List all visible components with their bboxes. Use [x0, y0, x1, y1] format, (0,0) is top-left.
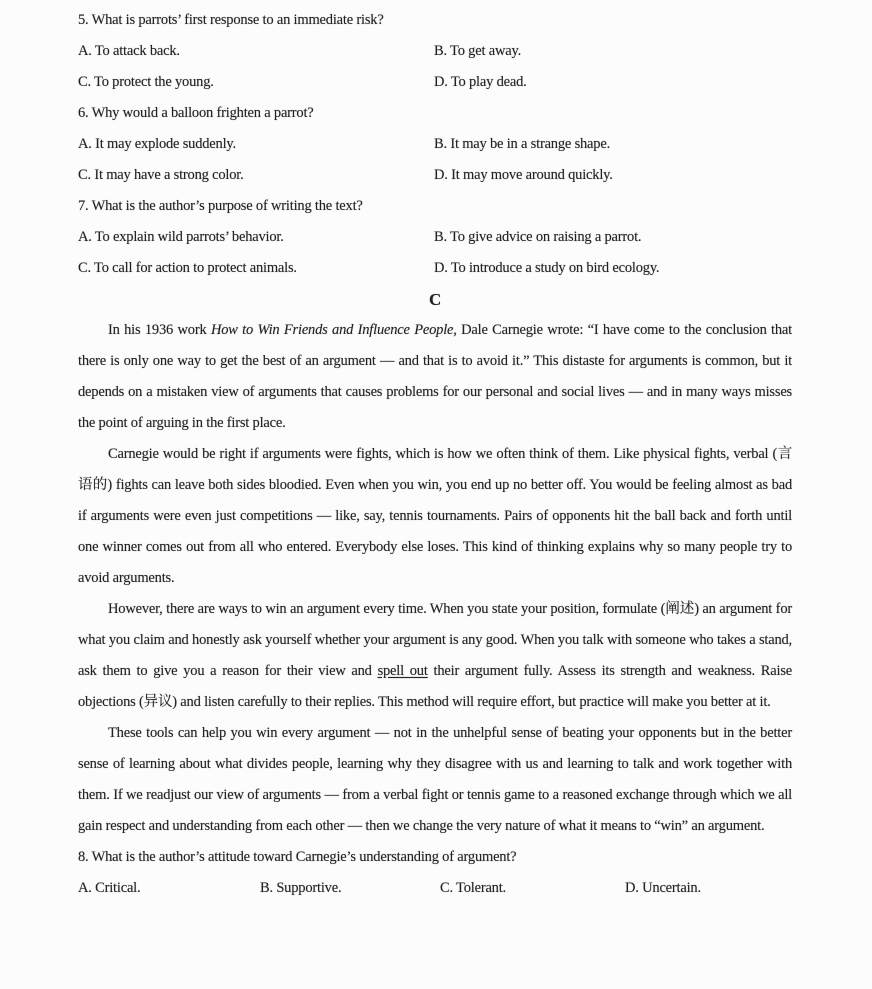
question-8-option-c: C. Tolerant.: [440, 880, 506, 896]
question-7-option-b: B. To give advice on raising a parrot.: [434, 229, 642, 245]
question-6-options-row-2: [78, 160, 792, 191]
question-block-5: [78, 5, 792, 98]
question-5-options-row-1: [78, 36, 792, 67]
passage-text-underline: spell out: [377, 663, 428, 679]
passage-paragraph: [78, 718, 792, 842]
passage-text: In his 1936 work: [108, 322, 211, 338]
question-8-option-a: A. Critical.: [78, 880, 141, 896]
question-8-option-d: D. Uncertain.: [625, 880, 701, 896]
question-7-option-a: A. To explain wild parrots’ behavior.: [78, 229, 284, 245]
passage-text: However, there are ways to win an argument every time. When you state your position, formulate (阐述) an argument for what you claim and honestly ask yourself whether your argument is any good. When you talk with someone who takes a stand, ask them to give you a reason for their view and: [78, 601, 792, 679]
passage-text: , Dale Carnegie wrote: “I have come to the conclusion that there is only one way to get the best of an argument — and that is to avoid it.” This distaste for arguments is common, but it depends on a mistaken view of arguments that causes problems for our personal and social lives — and in many ways misses the point of arguing in the first place.: [78, 322, 792, 431]
question-5-option-b: B. To get away.: [434, 43, 521, 59]
question-7-options-row-1: [78, 222, 792, 253]
passage-paragraph: [78, 439, 792, 594]
question-5-stem: 5. What is parrots’ first response to an immediate risk?: [78, 12, 384, 28]
question-6-option-d: D. It may move around quickly.: [434, 167, 613, 183]
question-7-options-row-2: [78, 253, 792, 284]
question-7-stem: 7. What is the author’s purpose of writing the text?: [78, 198, 363, 214]
question-5-option-c: C. To protect the young.: [78, 74, 214, 90]
question-block-8: [78, 842, 792, 904]
question-7-option-d: D. To introduce a study on bird ecology.: [434, 260, 660, 276]
question-6-option-c: C. It may have a strong color.: [78, 167, 244, 183]
passage-section-header: C: [428, 290, 442, 309]
passage-text: their argument fully. Assess its strength and weakness. Raise objections (异议) and listen carefully to their replies. This method will require effort, but practice will make you better at it.: [78, 663, 792, 710]
passage-text: These tools can help you win every argument — not in the unhelpful sense of beating your opponents but in the better sense of learning about what divides people, learning why they disagree with us and learning to talk and work together with them. If we readjust our view of arguments — from a verbal fight or tennis game to a reasoned exchange through which we all gain respect and understanding from each other — then we change the very nature of what it means to “win” an argument.: [78, 725, 792, 834]
question-8-option-b: B. Supportive.: [260, 880, 342, 896]
question-6-stem: 6. Why would a balloon frighten a parrot?: [78, 105, 314, 121]
passage: [78, 315, 792, 842]
question-5-option-a: A. To attack back.: [78, 43, 180, 59]
question-block-7: [78, 191, 792, 284]
question-8-options-row: [78, 873, 792, 904]
passage-text: Carnegie would be right if arguments were fights, which is how we often think of them. Like physical fights, verbal (言语的) fights can leave both sides bloodied. Even when you win, you end up no better off. You would be feeling almost as bad if arguments were even just competitions — like, say, tennis tournaments. Pairs of opponents hit the ball back and forth until one winner comes out from all who entered. Everybody else loses. This kind of thinking explains why so many people try to avoid arguments.: [78, 446, 792, 586]
passage-text-italic: How to Win Friends and Influence People: [210, 322, 454, 338]
passage-paragraph: [78, 315, 792, 439]
question-block-6: [78, 98, 792, 191]
question-6-option-a: A. It may explode suddenly.: [78, 136, 236, 152]
question-8-stem: 8. What is the author’s attitude toward Carnegie’s understanding of argument?: [78, 849, 517, 865]
question-5-options-row-2: [78, 67, 792, 98]
question-6-options-row-1: [78, 129, 792, 160]
passage-paragraph: [78, 594, 792, 718]
question-7-option-c: C. To call for action to protect animals.: [78, 260, 297, 276]
question-6-option-b: B. It may be in a strange shape.: [434, 136, 611, 152]
question-5-option-d: D. To play dead.: [434, 74, 527, 90]
